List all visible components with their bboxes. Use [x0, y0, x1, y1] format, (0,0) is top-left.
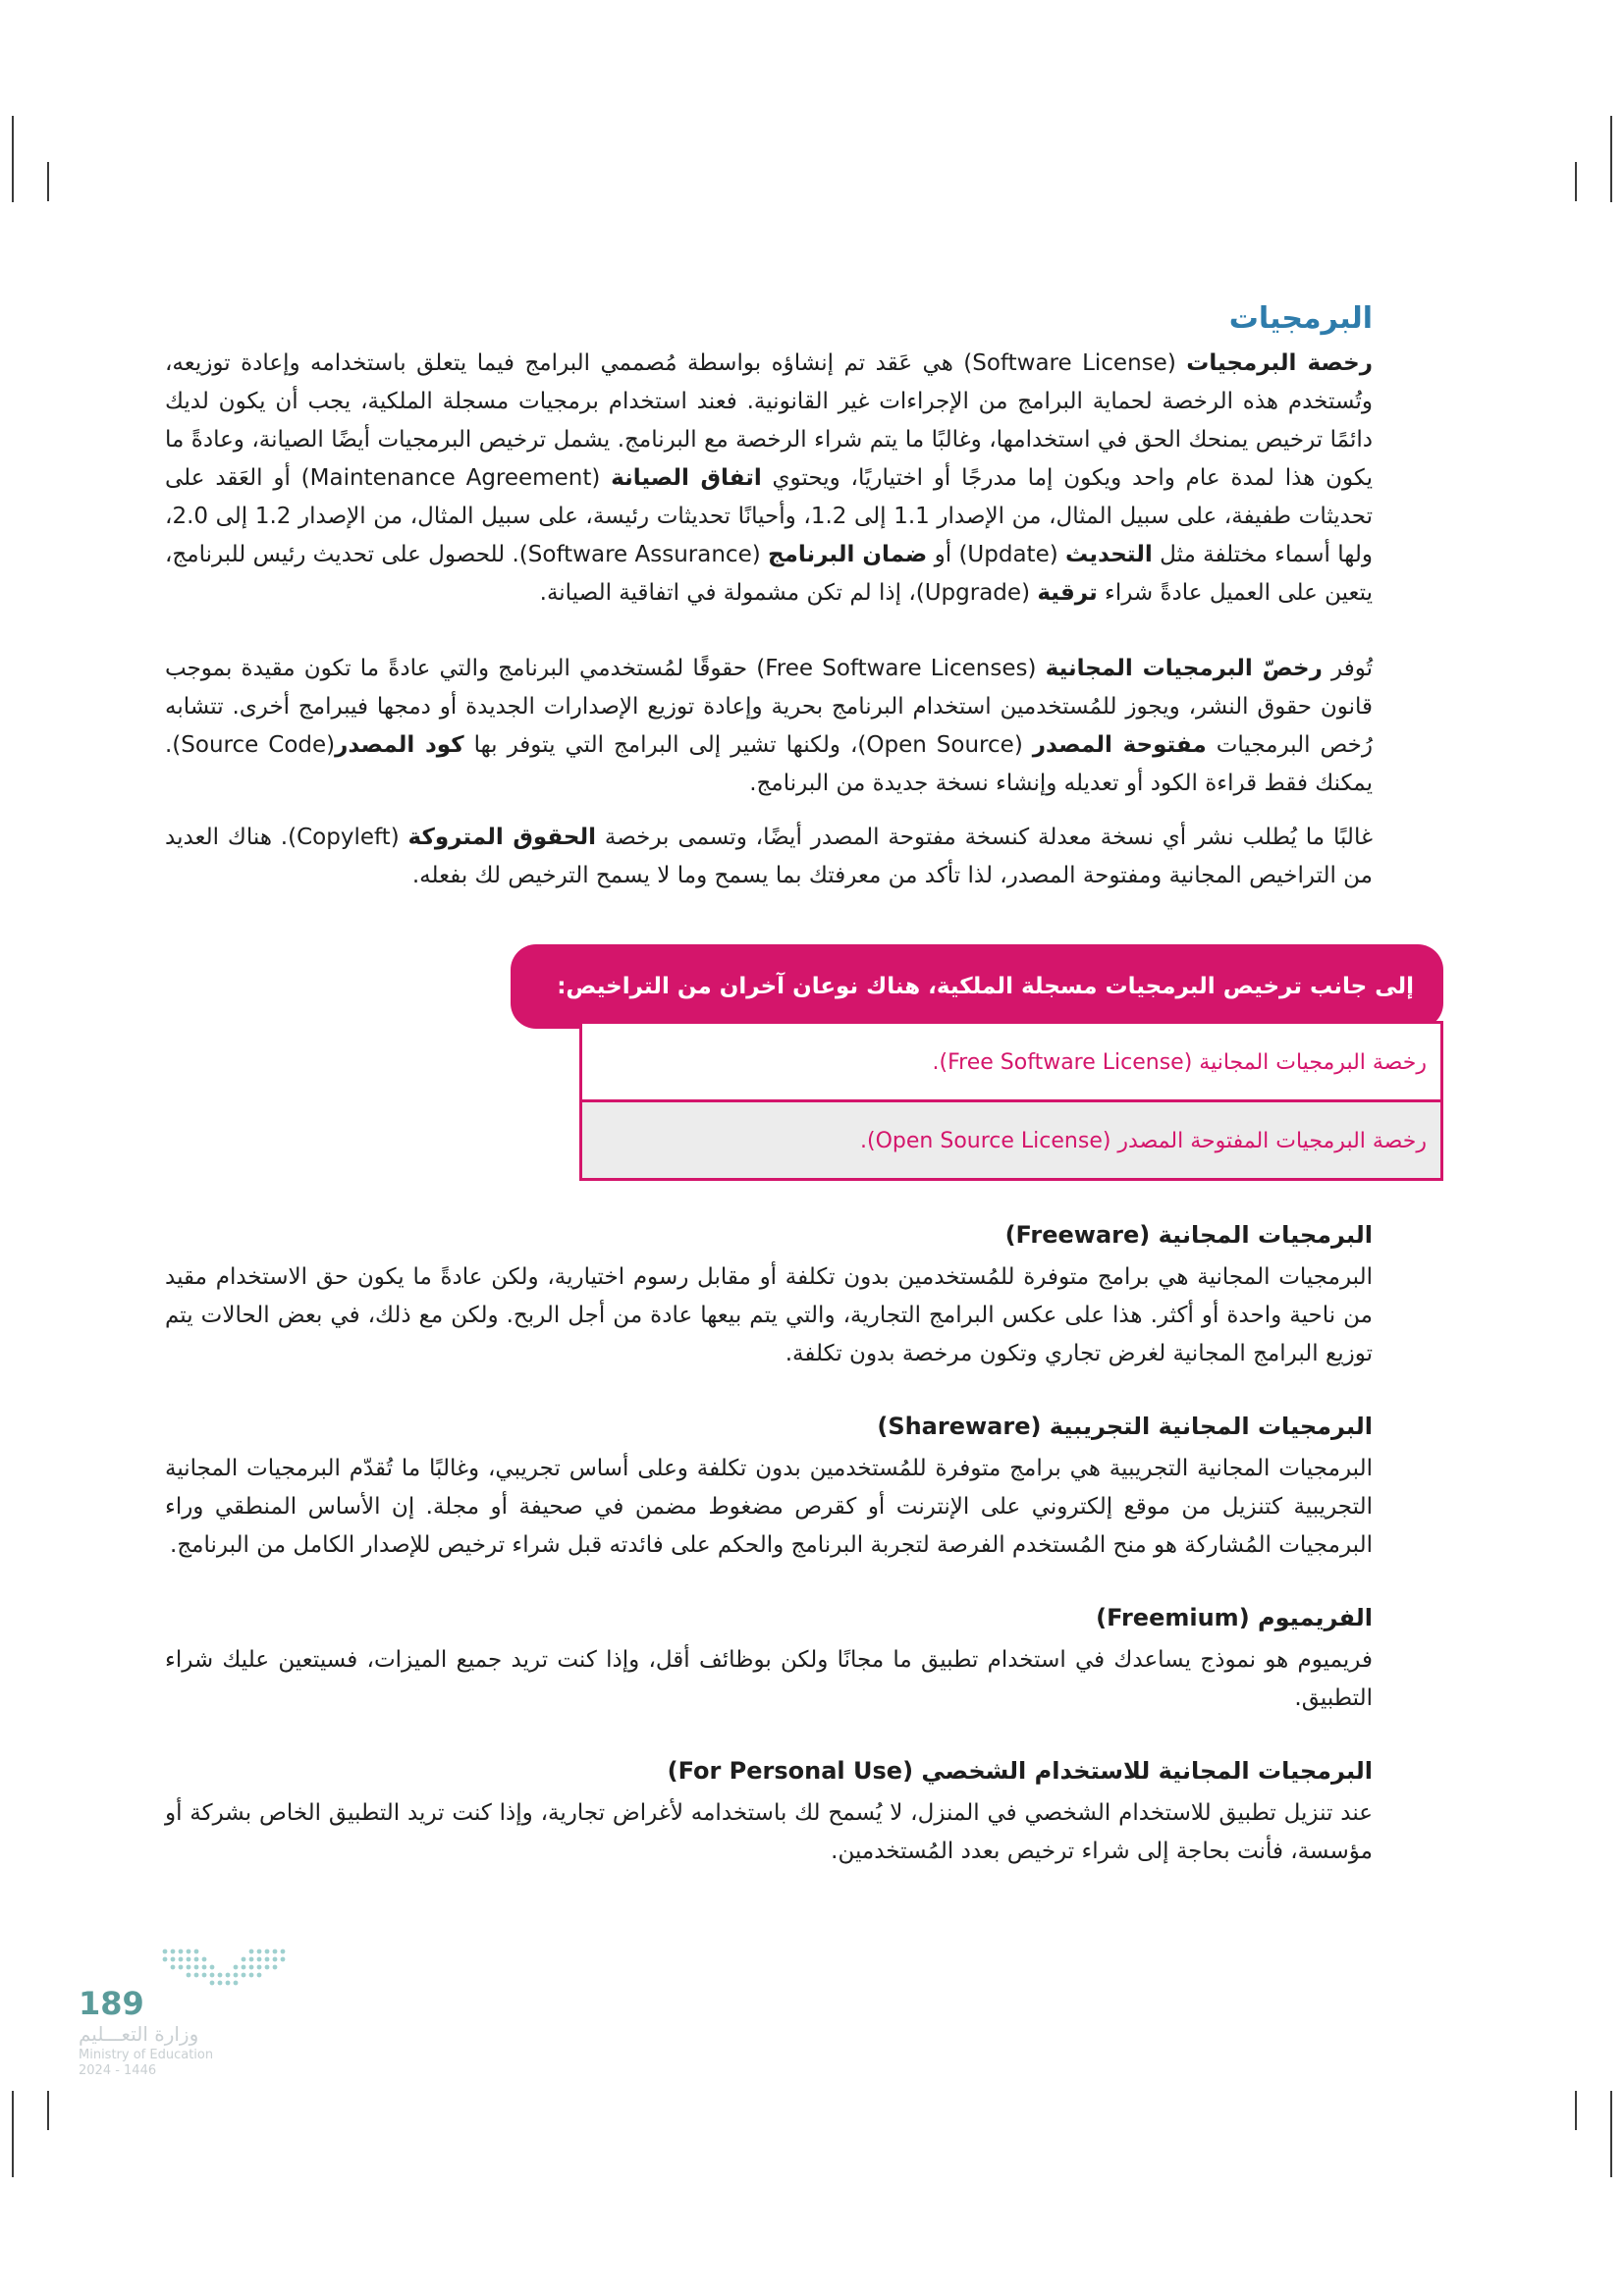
- crop-mark: [47, 162, 49, 201]
- section-body: البرمجيات المجانية هي برامج متوفرة للمُستخدمين بدون تكلفة أو مقابل رسوم اختيارية، ولكن عادةً ما يكون حق الاستخدام مقيد من ناحية واحدة أو أكثر. هذا على عكس البرامج التجارية، والتي يتم بيعها عادة من أجل الربح. ولكن مع ذلك، في بعض الحالات يتم توزيع البرامج المجانية لغرض تجاري وتكون مرخصة بدون تكلفة.: [165, 1264, 1373, 1366]
- text-run: (Copyleft). هناك العديد من التراخيص المجانية ومفتوحة المصدر، لذا تأكد من معرفتك بما يسمح وما لا يسمح الترخيص لك بفعله.: [165, 825, 1373, 888]
- crop-mark: [1610, 2091, 1612, 2177]
- text-run: (Free Software Licenses) حقوقًا لمُستخدمي البرنامج والتي عادةً ما تكون مقيدة بموجب قانون حقوق النشر، ويجوز للمُستخدمين استخدام البرنامج بحرية وإعادة توزيع الإصدارات الجديدة أو دمجها فيبرامج أخرى. تتشابه رُخص البرمجيات: [165, 656, 1374, 758]
- text-run: (Software License) هي عَقد تم إنشاؤه بواسطة مُصممي البرامج فيما يتعلق باستخدامه وإعادة توزيعه، وتُستخدم هذه الرخصة لحماية البرامج من الإجراءات غير القانونية. فعند استخدام برمجيات مسجلة الملكية، يجب أن يكون لديك دائمًا ترخيص يمنحك الحق في استخدامها، وغالبًا ما يتم شراء الرخصة مع البرنامج. يشمل ترخيص البرمجيات أيضًا الصيانة، وعادةً ما يكون هذا لمدة عام واحد ويكون إما مدرجًا أو اختياريًا، ويحتوي: [165, 350, 1373, 491]
- license-type-row: رخصة البرمجيات المجانية (Free Software License).: [582, 1021, 1440, 1099]
- ministry-name-arabic: وزارة التعـــليم: [79, 2022, 199, 2046]
- edition-year: 2024 - 1446: [79, 2063, 157, 2078]
- crop-mark: [1575, 2091, 1577, 2130]
- text-run: (Update) أو: [927, 542, 1066, 567]
- section-freeware: [165, 1217, 1373, 1373]
- license-type-row: رخصة البرمجيات المفتوحة المصدر (Open Source License).: [582, 1099, 1440, 1178]
- ministry-name-english: Ministry of Education: [79, 2048, 214, 2062]
- section-personal-use: [165, 1753, 1373, 1871]
- bold-term: التحديث: [1065, 542, 1153, 567]
- license-sections: [165, 1217, 1373, 1906]
- page-title: البرمجيات: [1228, 301, 1373, 336]
- page-number: 189: [79, 1985, 144, 2022]
- text-run: (Upgrade)، إذا لم تكن مشمولة في اتفاقية الصيانة.: [539, 580, 1038, 606]
- section-heading: الفريميوم (Freemium): [1096, 1604, 1373, 1631]
- text-run: (Maintenance Agreement) أو العَقد على تحديثات طفيفة، على سبيل المثال، من الإصدار 1.1 إلى 1.2، وأحيانًا تحديثات رئيسة، على سبيل المثال، من الإصدار 1.2 إلى 2.0، ولها أسماء مختلفة مثل: [165, 465, 1373, 567]
- section-body: عند تنزيل تطبيق للاستخدام الشخصي في المنزل، لا يُسمح لك باستخدامه لأغراض تجارية، وإذا كنت تريد التطبيق الخاص بشركة أو مؤسسة، فأنت بحاجة إلى شراء ترخيص بعدد المُستخدمين.: [165, 1800, 1373, 1864]
- text-run: (Source Code). يمكنك فقط قراءة الكود أو تعديله وإنشاء نسخة جديدة من البرنامج.: [165, 732, 1373, 796]
- text-run: (Software Assurance). للحصول على تحديث رئيس للبرنامج، يتعين على العميل عادةً شراء: [165, 542, 1373, 606]
- crop-mark: [47, 2091, 49, 2130]
- bold-term: ضمان البرنامج: [768, 542, 928, 567]
- text-run: تُوفر: [1322, 656, 1374, 681]
- ministry-logo-icon: [157, 1944, 295, 1989]
- intro-paragraph-2: [165, 650, 1373, 803]
- intro-paragraph-1: [165, 345, 1373, 613]
- crop-mark: [1575, 162, 1577, 201]
- text-run: (Open Source)، ولكنها تشير إلى البرامج التي يتوفر بها: [463, 732, 1033, 758]
- section-shareware: [165, 1409, 1373, 1565]
- intro-section: [165, 299, 1373, 895]
- section-heading: البرمجيات المجانية للاستخدام الشخصي (For Personal Use): [667, 1757, 1373, 1785]
- intro-paragraph-3: [165, 819, 1373, 895]
- page-footer: [79, 1944, 304, 2081]
- bold-term: رخصّ البرمجيات المجانية: [1045, 656, 1323, 681]
- section-freemium: [165, 1600, 1373, 1718]
- text-run: غالبًا ما يُطلب نشر أي نسخة معدلة كنسخة مفتوحة المصدر أيضًا، وتسمى برخصة: [596, 825, 1373, 850]
- bold-term: رخصة البرمجيات: [1186, 350, 1373, 376]
- callout-heading: إلى جانب ترخيص البرمجيات مسجلة الملكية، هناك نوعان آخران من التراخيص:: [511, 944, 1443, 1029]
- section-heading: البرمجيات المجانية (Freeware): [1004, 1221, 1373, 1249]
- section-body: فريميوم هو نموذج يساعدك في استخدام تطبيق ما مجانًا ولكن بوظائف أقل، وإذا كنت تريد جميع الميزات، فسيتعين عليك شراء التطبيق.: [165, 1647, 1373, 1711]
- bold-term: الحقوق المتروكة: [407, 825, 596, 850]
- section-heading: البرمجيات المجانية التجريبية (Shareware): [877, 1413, 1373, 1440]
- bold-term: ترقية: [1037, 580, 1098, 606]
- bold-term: اتفاق الصيانة: [611, 465, 762, 491]
- bold-term: مفتوحة المصدر: [1032, 732, 1207, 758]
- section-body: البرمجيات المجانية التجريبية هي برامج متوفرة للمُستخدمين بدون تكلفة وعلى أساس تجريبي، وغالبًا ما تُقدّم البرمجيات المجانية التجريبية كتنزيل من موقع إلكتروني على الإنترنت أو كقرص مضغوط مضمن في صحيفة أو مجلة. إن الأساس المنطقي وراء البرمجيات المُشاركة هو منح المُستخدم الفرصة لتجربة البرنامج والحكم على فائدته قبل شراء ترخيص للإصدار الكامل من البرنامج.: [165, 1456, 1373, 1558]
- bold-term: كود المصدر: [335, 732, 464, 758]
- license-types-table: [579, 1021, 1443, 1181]
- crop-mark: [12, 116, 14, 202]
- crop-mark: [1610, 116, 1612, 202]
- license-types-callout: [511, 944, 1443, 1189]
- crop-mark: [12, 2091, 14, 2177]
